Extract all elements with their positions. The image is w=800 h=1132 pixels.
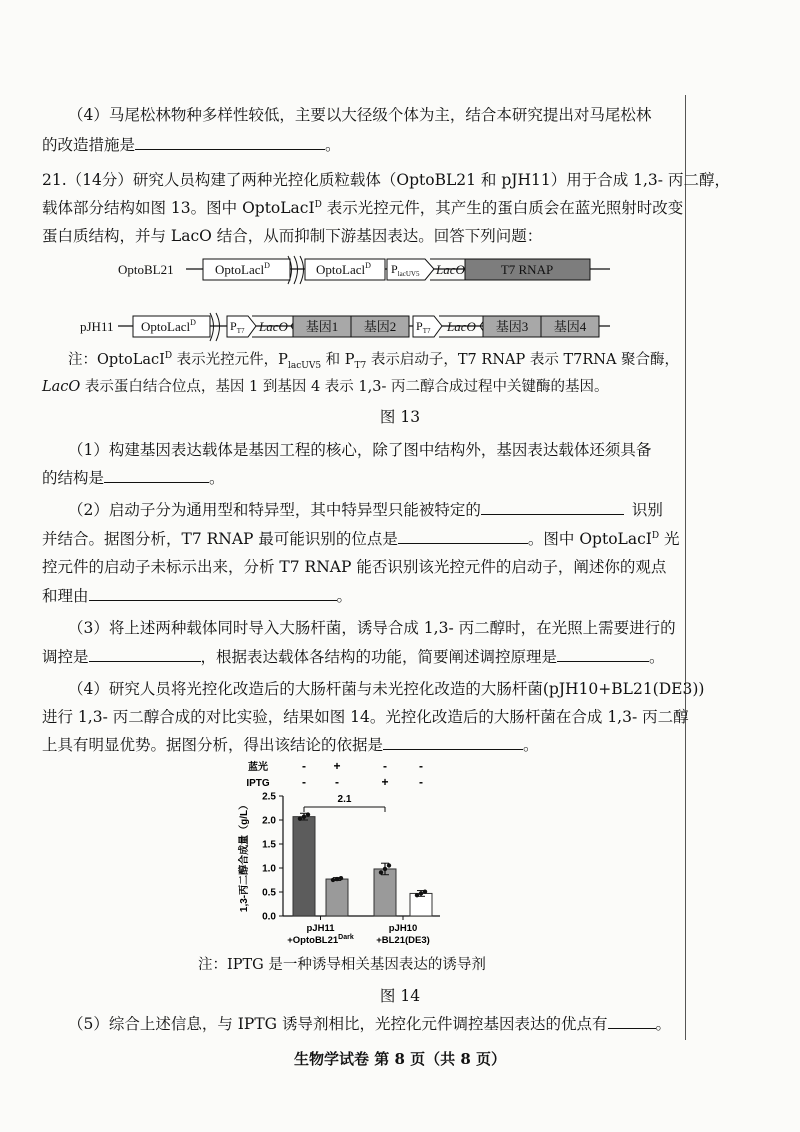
figure-13-plasmid-diagram <box>0 252 800 344</box>
svg-text:OptoLaclD: OptoLacl$^D$ <box>316 261 371 277</box>
svg-text:PT7: $P_{T7}$ <box>416 319 431 335</box>
answer-blank[interactable] <box>383 733 523 750</box>
row1-label: OptoBL21 <box>118 262 174 277</box>
data-point <box>383 867 387 871</box>
svg-text:T7 RNAP: T7 RNAP <box>500 262 554 277</box>
figure-14-bar-chart <box>0 760 800 950</box>
svg-text:LacO: LacO <box>259 319 288 334</box>
q21-stem-line1: 21.（14分）研究人员构建了两种光控化质粒载体（OptoBL21 和 pJH11）用于合成 1,3- 丙二醇， <box>42 171 730 189</box>
svg-text:OptoLaclD: OptoLacl$^D$ <box>141 318 196 334</box>
q21-stem-line3: 蛋白质结构，并与 LacO 结合，从而抑制下游基因表达。回答下列问题： <box>42 227 543 245</box>
group-label-line1: pJH11 <box>306 923 335 934</box>
data-point <box>419 891 423 895</box>
condition-label: 蓝光 <box>248 762 268 773</box>
condition-sign: - <box>302 775 306 789</box>
y-tick-label: 0.5 <box>262 887 276 899</box>
group-label-line1: pJH10 <box>388 923 418 934</box>
condition-sign: - <box>383 760 387 773</box>
y-tick-label: 0.0 <box>262 911 276 923</box>
group-label-line2: +BL21(DE3) <box>376 935 430 946</box>
page-footer: 生物学试卷 第 8 页（共 8 页） <box>294 1050 506 1068</box>
data-point <box>387 863 391 867</box>
group-label-sup: Dark <box>338 934 354 941</box>
q1-line2: 的结构是 。 <box>42 464 225 492</box>
data-point <box>335 877 339 881</box>
svg-text:OptoLaclD: OptoLacl$^D$ <box>215 261 270 277</box>
condition-sign: + <box>381 775 389 789</box>
q1-line1: （1）构建基因表达载体是基因工程的核心，除了图中结构外，基因表达载体还须具备 <box>68 441 652 459</box>
answer-blank[interactable] <box>557 645 649 662</box>
q2-line3: 控元件的启动子未标示出来，分析 T7 RNAP 能否识别该光控元件的启动子，阐述你的观点 <box>42 558 667 576</box>
q3-line1: （3）将上述两种载体同时导入大肠杆菌，诱导合成 1,3- 丙二醇时，在光照上需要进行的 <box>68 619 676 637</box>
answer-blank[interactable] <box>398 527 528 544</box>
data-point <box>423 890 427 894</box>
answer-blank[interactable] <box>608 1012 656 1029</box>
svg-text:基因3: 基因3 <box>495 319 529 334</box>
fig13-note-line1: 注：OptoLacI$^D$ 表示光控元件，$P_{lacUV5}$ 和 $P_{T7}$ 表示启动子，T7 RNAP 表示 T7RNA 聚合酶， <box>68 351 680 371</box>
answer-blank[interactable] <box>135 133 325 150</box>
condition-label: IPTG <box>246 778 270 789</box>
bar <box>326 879 348 916</box>
y-tick-label: 1.5 <box>262 839 276 851</box>
row2-label: pJH11 <box>80 319 114 334</box>
q4-line2: 进行 1,3- 丙二醇合成的对比实验，结果如图 14。光控化改造后的大肠杆菌在合成 1,3- 丙二醇 <box>42 708 689 726</box>
answer-blank[interactable] <box>481 498 624 515</box>
svg-text:LacO: LacO <box>447 319 476 334</box>
comparison-annotation: 2.1 <box>337 794 352 806</box>
fig14-note: 注：IPTG 是一种诱导相关基因表达的诱导剂 <box>198 957 486 973</box>
data-point <box>379 870 383 874</box>
bar <box>293 817 315 916</box>
q4-line3: 上具有明显优势。据图分析，得出该结论的依据是 。 <box>42 731 539 759</box>
bar <box>410 893 432 916</box>
y-tick-label: 2.0 <box>262 815 276 827</box>
answer-blank[interactable] <box>89 645 201 662</box>
data-point <box>302 814 306 818</box>
group-label-line2: $+OptoBL21^{Dark}$ <box>287 934 354 946</box>
condition-sign: - <box>419 760 423 773</box>
answer-blank[interactable] <box>89 584 337 601</box>
q3-line2: 调控是 ，根据表达载体各结构的功能，简要阐述调控原理是 。 <box>42 643 665 671</box>
svg-text:PlacUV5: $P_{lacUV5}$ <box>391 262 420 278</box>
fig13-caption: 图 13 <box>379 408 421 426</box>
fig14-caption: 图 14 <box>379 987 421 1005</box>
data-point <box>339 876 343 880</box>
condition-sign: + <box>333 760 341 773</box>
svg-text:PT7: $P_{T7}$ <box>230 319 245 335</box>
condition-sign: - <box>335 775 339 789</box>
q20-line2: 的改造措施是 。 <box>42 131 341 159</box>
y-tick-label: 2.5 <box>262 791 276 803</box>
q2-line1: （2）启动子分为通用型和特异型，其中特异型只能被特定的 识别 <box>68 496 663 524</box>
q2-line4: 和理由 。 <box>42 582 352 610</box>
laco-label: LacO <box>436 262 465 277</box>
svg-text:基因1: 基因1 <box>305 319 339 334</box>
q21-stem-line2: 载体部分结构如图 13。图中 OptoLacI$^D$ 表示光控元件，其产生的蛋白质会在蓝光照射时改变 <box>42 199 684 217</box>
answer-blank[interactable] <box>104 466 209 483</box>
data-point <box>331 878 335 882</box>
data-point <box>415 893 419 897</box>
q2-line2: 并结合。据图分析，T7 RNAP 最可能识别的位点是 。图中 OptoLacI$^D$ 光 <box>42 525 680 553</box>
svg-text:基因4: 基因4 <box>553 319 587 334</box>
svg-text:基因2: 基因2 <box>363 319 397 334</box>
condition-sign: - <box>302 760 306 773</box>
q4-line1: （4）研究人员将光控化改造后的大肠杆菌与未光控化改造的大肠杆菌(pJH10+BL21(DE3)) <box>68 680 705 698</box>
y-axis-label: 1,3-丙二醇合成量（g/L） <box>239 799 250 913</box>
y-tick-label: 1.0 <box>262 863 276 875</box>
q5-line1: （5）综合上述信息，与 IPTG 诱导剂相比，光控化元件调控基因表达的优点有 。 <box>68 1010 671 1038</box>
data-point <box>306 812 310 816</box>
q20-line1: （4）马尾松林物种多样性较低，主要以大径级个体为主，结合本研究提出对马尾松林 <box>68 106 652 124</box>
fig13-note-line2: LacO 表示蛋白结合位点，基因 1 到基因 4 表示 1,3- 丙二醇合成过程中关键酶的基因。 <box>42 379 609 395</box>
data-point <box>298 816 302 820</box>
bar <box>374 869 396 916</box>
condition-sign: - <box>419 775 423 789</box>
